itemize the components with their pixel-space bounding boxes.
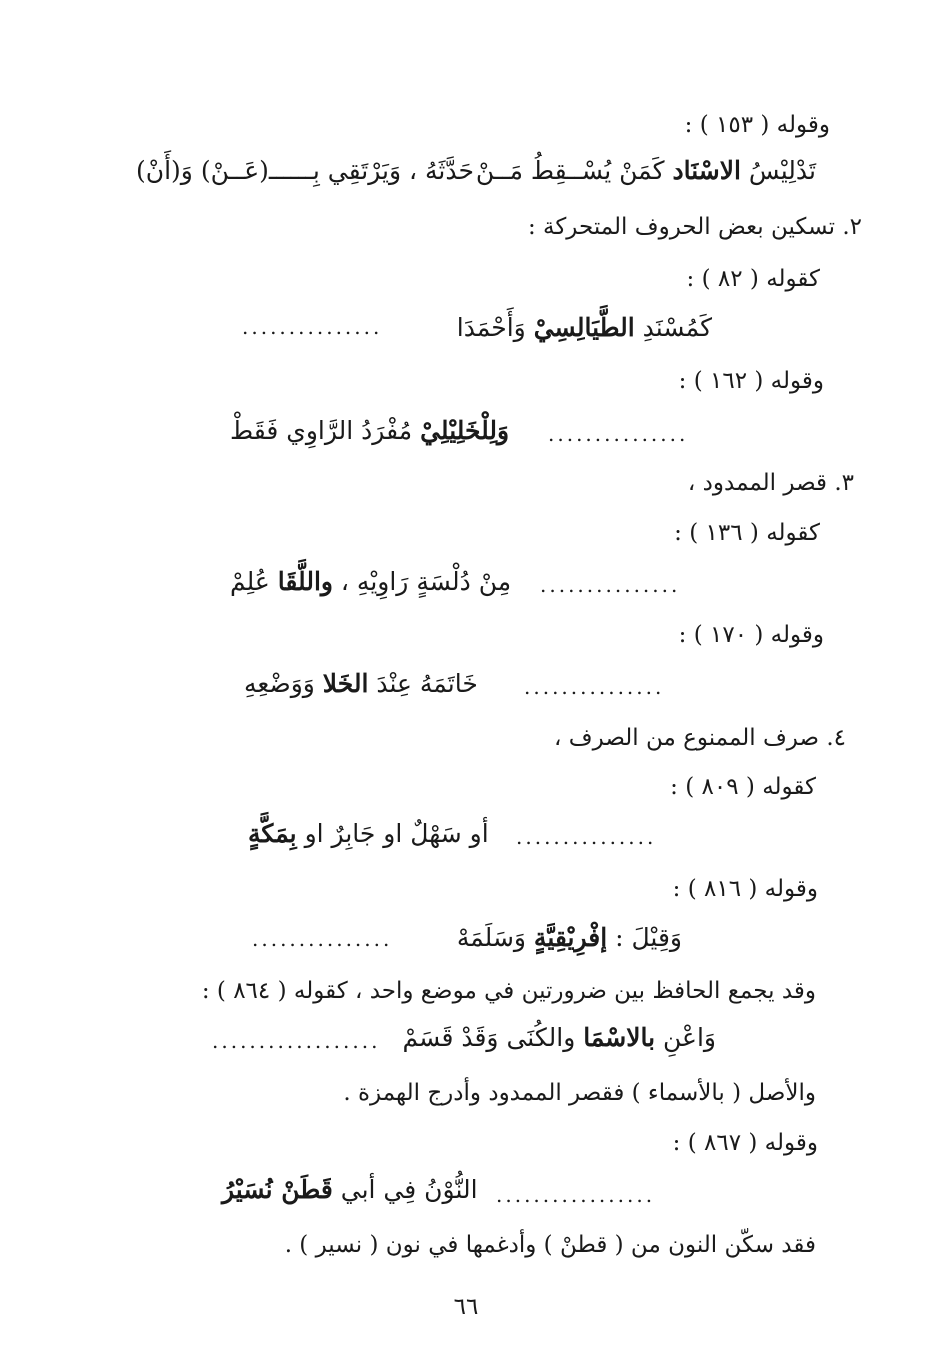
section-2-heading: ٢. تسكين بعض الحروف المتحركة : [527,214,862,240]
verse-1-second-hemistich: حَدَّثَهُ ، وَيَرْتَقِي بِــــــ(عَــنْ) وَ(أَنْ) [136,156,474,185]
verse-2-ellipsis: ............... [242,315,383,339]
verse-8-rest: والكُنَى وَقَدْ قَسَمْ [402,1023,584,1052]
verse-5-word: خَاتَمَهُ عِنْدَ [368,669,478,698]
verse-5-bold-word: الخَلا [322,669,369,698]
verse-3-rest: مُفْرَدُ الرَّاوِي فَقَطْ [230,416,421,445]
paragraph-two-necessities: وقد يجمع الحافظ بين ضرورتين في موضع واحد ، كقوله ( ٨٦٤ ) : [201,978,816,1004]
verse-1-bold-word: الاسْنَاد [672,156,741,185]
verse-4 [230,566,511,598]
verse-7-bold-word: إفْرِيْقِيَّةٍ [533,923,608,952]
paragraph-original: والأصل ( بالأسماء ) فقصر الممدود وأدرج الهمزة . [343,1080,816,1106]
verse-5-ellipsis: ............... [524,675,665,699]
verse-9-bold-word: قَطَنْ نُسَيْرُ [222,1175,333,1204]
verse-7-rest: وَسَلَمَهْ [456,923,534,952]
verse-3-bold-word: وَلِلْخَلِيْلِيْ [420,416,510,445]
verse-9-words: النُّوْنُ فِي أبي [332,1175,478,1204]
section-4-heading: ٤. صرف الممنوع من الصرف ، [554,725,846,751]
verse-3 [230,415,509,447]
verse-9 [222,1174,478,1206]
quote-intro-809: كقوله ( ٨٠٩ ) : [670,774,816,800]
section-3-heading: ٣. قصر الممدود ، [687,470,854,496]
verse-6-bold-word: بِمَكَّةٍ [248,819,297,848]
verse-5-rest: وَوَضْعِهِ [244,669,323,698]
verse-4-rest: عُلِمْ [230,567,278,596]
verse-2-word: كَمُسْنَدِ [634,313,712,342]
verse-5 [244,668,478,700]
verse-8-ellipsis: .................. [212,1029,381,1053]
quote-intro-162: وقوله ( ١٦٢ ) : [678,368,824,394]
verse-7-word: وَقِيْلَ : [607,923,682,952]
verse-1-word: تَدْلِيْسُ [740,156,816,185]
verse-4-word: مِنْ دُلْسَةٍ رَاوِيْهِ ، [332,567,512,596]
verse-2-bold-word: الطَّيَالِسِيْ [533,313,635,342]
quote-intro-170: وقوله ( ١٧٠ ) : [678,622,824,648]
quote-intro-82: كقوله ( ٨٢ ) : [686,266,820,292]
verse-1-first-hemistich [476,155,816,187]
quote-intro-816: وقوله ( ٨١٦ ) : [672,876,818,902]
quote-intro-153: وقوله ( ١٥٣ ) : [684,112,830,138]
verse-6 [248,818,489,850]
verse-7 [457,922,682,954]
verse-6-words: أو سَهْلٌ او جَابِرٌ او [296,819,489,848]
verse-6-ellipsis: ............... [516,825,657,849]
verse-3-ellipsis: ............... [548,422,689,446]
verse-8-word: وَاعْنِ [655,1023,716,1052]
verse-1-rest: كَمَنْ يُسْــقِطُ مَــنْ [475,156,673,185]
verse-4-bold-word: واللَّقَا [277,567,333,596]
paragraph-assimilation: فقد سكّن النون من ( قطنْ ) وأدغمها في نون ( نسير ) . [284,1232,816,1258]
verse-9-ellipsis: ................. [496,1183,656,1207]
verse-2 [457,312,712,344]
quote-intro-867: وقوله ( ٨٦٧ ) : [672,1130,818,1156]
quote-intro-136: كقوله ( ١٣٦ ) : [674,520,820,546]
verse-4-ellipsis: ............... [540,573,681,597]
verse-7-ellipsis: ............... [252,927,393,951]
verse-8 [403,1022,716,1054]
verse-2-rest: وَأَحْمَدَا [456,313,534,342]
page-number: ٦٦ [453,1294,479,1320]
verse-8-bold-word: بالاسْمَا [583,1023,656,1052]
